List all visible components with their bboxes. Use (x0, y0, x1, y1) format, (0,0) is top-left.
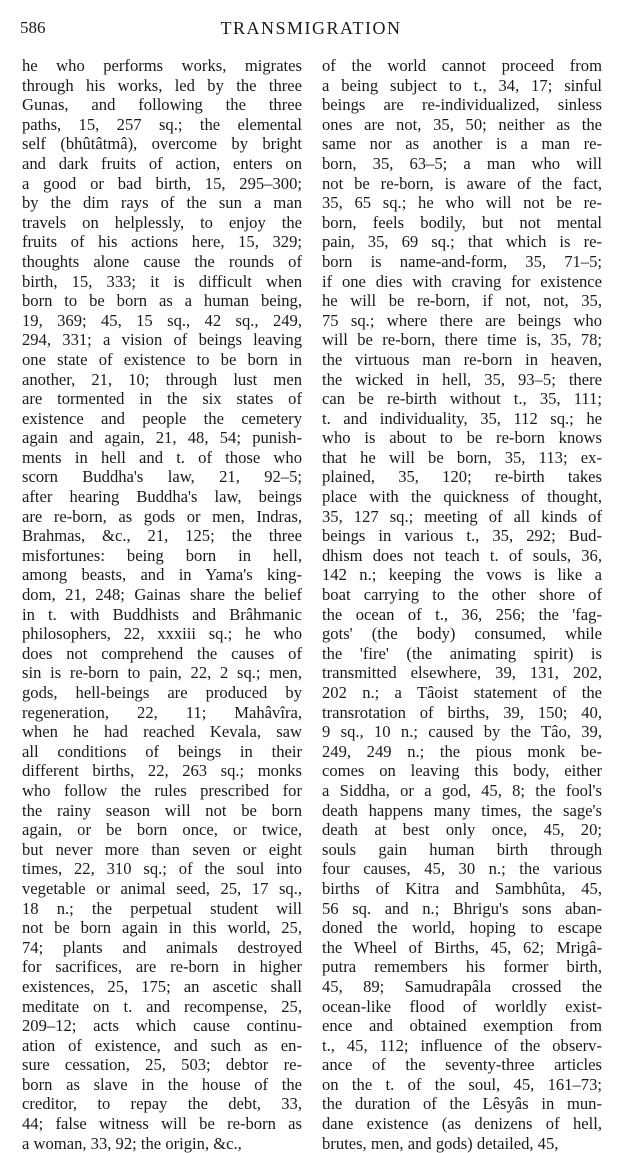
left-column-line: again, or be born once, or twice, (22, 820, 302, 840)
left-column (22, 56, 302, 1153)
left-column-line: 294, 331; a vision of beings leaving (22, 330, 302, 350)
right-column-line: death at best only once, 45, 20; (322, 820, 602, 840)
left-column-line: sin is re-born to pain, 22, 2 sq.; men, (22, 663, 302, 683)
right-column-line: beings are re-individualized, sinless (322, 95, 602, 115)
right-column-line: place with the quickness of thought, (322, 487, 602, 507)
left-column-line: one state of existence to be born in (22, 349, 302, 369)
left-column-line: birth, 15, 333; it is difficult when (22, 271, 302, 291)
left-column-line: paths, 15, 257 sq.; the elemental (22, 114, 302, 134)
page-header (20, 14, 602, 40)
left-column-line: self (bhûtâtmâ), overcome by bright (22, 134, 302, 154)
right-column-line: ance of the seventy-three articles (322, 1055, 602, 1075)
right-column-line: death happens many times, the sage's (322, 800, 602, 820)
right-column-line: 202 n.; a Tâoist statement of the (322, 683, 602, 702)
left-column-line: meditate on t. and recompense, 25, (22, 996, 302, 1016)
right-column-line: beings in various t., 35, 292; Bud- (322, 526, 602, 546)
right-column-line: 249, 249 n.; the pious monk be- (322, 741, 602, 761)
right-column-line: 75 sq.; where there are beings who (322, 310, 602, 330)
left-column-line: in t. with Buddhists and Brâhmanic (22, 604, 302, 624)
left-column-line: through his works, led by the three (22, 75, 302, 95)
right-column-line: 35, 127 sq.; meeting of all kinds of (322, 506, 602, 526)
right-column-line: doned the world, hoping to escape (322, 918, 602, 938)
right-column-line: souls gain human birth through (322, 839, 602, 859)
right-column-line: 142 n.; keeping the vows is like a (322, 565, 602, 585)
left-column-line: not be born again in this world, 25, (22, 918, 302, 938)
right-column-line: a being subject to t., 34, 17; sinful (322, 75, 602, 95)
right-column-line: putra remembers his former birth, (322, 957, 602, 977)
left-column-line: when he had reached Kevala, saw (22, 722, 302, 742)
left-column-line: vegetable or animal seed, 25, 17 sq., (22, 878, 302, 898)
right-column-line: 56 sq. and n.; Bhrigu's sons aban- (322, 898, 602, 918)
left-column-line: existence and people the cemetery (22, 408, 302, 428)
right-column-line: brutes, men, and gods) detailed, 45, (322, 1133, 559, 1153)
left-column-line: 19, 369; 45, 15 sq., 42 sq., 249, (22, 310, 302, 330)
left-column-line: Gunas, and following the three (22, 95, 302, 115)
right-column-line: that he will be born, 35, 113; ex- (322, 447, 602, 467)
right-column-line: transmitted elsewhere, 39, 131, 202, (322, 663, 602, 683)
right-column-line: comes on leaving this body, either (322, 761, 602, 781)
left-column-line: gods, hell-beings are produced by (22, 683, 302, 702)
right-column-line: the duration of the Lêsyâs in mun- (322, 1094, 602, 1114)
right-column-line: 45, 89; Samudrapâla crossed the (322, 976, 602, 996)
right-column-line: ocean-like flood of worldly exist- (322, 996, 602, 1016)
right-column-line: t. and individuality, 35, 112 sq.; he (322, 408, 602, 428)
right-column-line: if one dies with craving for existence (322, 271, 602, 291)
right-column-line: plained, 35, 120; re-birth takes (322, 467, 602, 487)
right-column (322, 56, 602, 1153)
right-column-line: same nor as another is a man re- (322, 134, 602, 154)
left-column-line: fruits of his actions here, 15, 329; (22, 232, 302, 252)
left-column-line: thoughts alone cause the rounds of (22, 251, 302, 271)
left-column-line: different births, 22, 263 sq.; monks (22, 761, 302, 781)
right-column-line: born is name-and-form, 35, 71–5; (322, 251, 602, 271)
left-column-line: after hearing Buddha's law, beings (22, 487, 302, 507)
right-column-line: a Siddha, or a god, 45, 8; the fool's (322, 780, 602, 800)
right-column-line: he will be re-born, if not, not, 35, (322, 291, 602, 311)
right-column-line: t., 45, 112; influence of the observ- (322, 1035, 602, 1055)
left-column-line: does not comprehend the causes of (22, 643, 302, 663)
left-column-line: sure cessation, 25, 503; debtor re- (22, 1055, 302, 1075)
right-column-line: the ocean of t., 36, 256; the 'fag- (322, 604, 602, 624)
left-column-line: dom, 21, 248; Gainas share the belief (22, 585, 302, 605)
left-column-line: again and again, 21, 48, 54; punish- (22, 428, 302, 448)
left-column-line: Brahmas, &c., 21, 125; the three (22, 526, 302, 546)
left-column-line: for sacrifices, are re-born in higher (22, 957, 302, 977)
right-column-line: of the world cannot proceed from (322, 56, 602, 75)
left-column-line: but never more than seven or eight (22, 839, 302, 859)
left-column-line: creditor, to repay the debt, 33, (22, 1094, 302, 1114)
right-column-line: born, feels bodily, but not mental (322, 212, 602, 232)
left-column-line: are re-born, as gods or men, Indras, (22, 506, 302, 526)
right-column-line: on the t. of the soul, 45, 161–73; (322, 1074, 602, 1094)
right-column-line: 9 sq., 10 n.; caused by the Tâo, 39, (322, 722, 602, 742)
left-column-line: the rainy season will not be born (22, 800, 302, 820)
right-column-line: the wicked in hell, 35, 93–5; there (322, 369, 602, 389)
right-column-line: who is about to be re-born knows (322, 428, 602, 448)
right-column-line: the virtuous man re-born in heaven, (322, 349, 602, 369)
left-column-line: who follow the rules prescribed for (22, 780, 302, 800)
left-column-line: he who performs works, migrates (22, 56, 302, 75)
right-column-line: can be re-birth without t., 35, 111; (322, 389, 602, 409)
left-column-line: 18 n.; the perpetual student will (22, 898, 302, 918)
right-column-line: pain, 35, 69 sq.; that which is re- (322, 232, 602, 252)
right-column-line: not be re-born, is aware of the fact, (322, 173, 602, 193)
left-column-line: misfortunes: being born in hell, (22, 545, 302, 565)
right-column-line: transrotation of births, 39, 150; 40, (322, 702, 602, 722)
right-column-line: born, 35, 63–5; a man who will (322, 153, 602, 173)
right-column-line: 35, 65 sq.; he who will not be re- (322, 193, 602, 213)
right-column-line: boat carrying to the other shore of (322, 585, 602, 605)
right-column-line: dane existence (as denizens of hell, (322, 1114, 602, 1134)
left-column-line: ation of existence, and such as en- (22, 1035, 302, 1055)
running-head: TRANSMIGRATION (220, 18, 402, 38)
left-column-line: 44; false witness will be re-born as (22, 1114, 302, 1134)
right-column-line: births of Kitra and Sambhûta, 45, (322, 878, 602, 898)
right-column-line: dhism does not teach t. of souls, 36, (322, 545, 602, 565)
left-column-line: scorn Buddha's law, 21, 92–5; (22, 467, 302, 487)
left-column-line: philosophers, 22, xxxiii sq.; he who (22, 624, 302, 644)
index-columns (22, 56, 602, 1153)
left-column-line: regeneration, 22, 11; Mahâvîra, (22, 702, 302, 722)
right-column-line: gots' (the body) consumed, while (322, 624, 602, 644)
left-column-line: born as slave in the house of the (22, 1074, 302, 1094)
left-column-line: among beasts, and in Yama's king- (22, 565, 302, 585)
page-number: 586 (20, 18, 46, 37)
left-column-line: existences, 25, 175; an ascetic shall (22, 976, 302, 996)
left-column-line: another, 21, 10; through lust men (22, 369, 302, 389)
left-column-line: ments in hell and t. of those who (22, 447, 302, 467)
left-column-line: 209–12; acts which cause continu- (22, 1016, 302, 1036)
left-column-line: are tormented in the six states of (22, 389, 302, 409)
left-column-line: all conditions of beings in their (22, 741, 302, 761)
right-column-line: the 'fire' (the animating spirit) is (322, 643, 602, 663)
left-column-line: born to be born as a human being, (22, 291, 302, 311)
left-column-line: a good or bad birth, 15, 295–300; (22, 173, 302, 193)
right-column-line: ence and obtained exemption from (322, 1016, 602, 1036)
left-column-line: a woman, 33, 92; the origin, &c., (22, 1133, 242, 1153)
left-column-line: travels on helplessly, to enjoy the (22, 212, 302, 232)
right-column-line: four causes, 45, 30 n.; the various (322, 859, 602, 879)
right-column-line: ones are not, 35, 50; neither as the (322, 114, 602, 134)
left-column-line: and dark fruits of action, enters on (22, 153, 302, 173)
left-column-line: times, 22, 310 sq.; of the soul into (22, 859, 302, 879)
left-column-line: by the dim rays of the sun a man (22, 193, 302, 213)
right-column-line: the Wheel of Births, 45, 62; Mrigâ- (322, 937, 602, 957)
right-column-line: will be re-born, there time is, 35, 78; (322, 330, 602, 350)
left-column-line: 74; plants and animals destroyed (22, 937, 302, 957)
